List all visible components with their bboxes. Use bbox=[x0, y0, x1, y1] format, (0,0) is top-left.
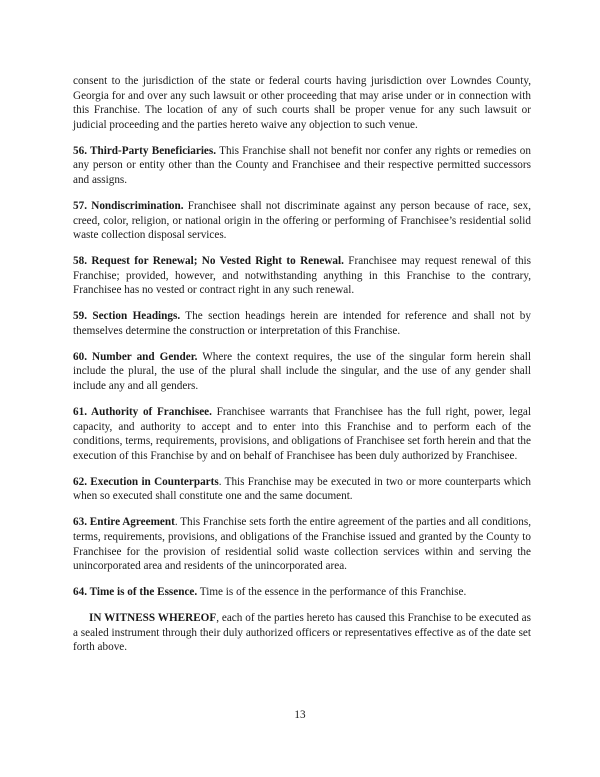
paragraph-text: Franchisee shall not discriminate against any person because of race, sex, creed, color, religion, or national origin in the offering or performing of Franchisee’s residential solid waste collection disposal services. bbox=[73, 199, 531, 242]
section-heading: 59. Section Headings. bbox=[73, 310, 181, 323]
paragraph-63 bbox=[73, 515, 531, 573]
section-heading: 56. Third-Party Beneficiaries. bbox=[73, 144, 217, 157]
paragraph-text: This Franchise shall not benefit nor confer any rights or remedies on any person or entity other than the County and Franchisee and their respective permitted successors and assigns. bbox=[73, 144, 531, 186]
section-heading: 58. Request for Renewal; No Vested Right to Renewal. bbox=[73, 255, 344, 268]
paragraph-57 bbox=[73, 199, 531, 243]
section-heading: 57. Nondiscrimination. bbox=[73, 199, 184, 212]
paragraph-text: Time is of the essence in the performance of this Franchise. bbox=[197, 586, 467, 599]
paragraph-text: . This Franchise may be executed in two or more counterparts which when so executed shall constitute one and the same document. bbox=[73, 475, 531, 503]
paragraph-text: consent to the jurisdiction of the state or federal courts having jurisdiction over Lowndes County, Georgia for and over any such lawsuit or other proceeding that may arise under or in connection with this Franchise. The location of any of such courts shall be proper venue for any such lawsuit or judicial proceeding and the parties hereto waive any objection to such venue. bbox=[73, 75, 531, 131]
paragraph-59 bbox=[73, 309, 531, 338]
paragraph-62 bbox=[73, 475, 531, 504]
paragraph-60 bbox=[73, 350, 531, 394]
section-heading: 64. Time is of the Essence. bbox=[73, 586, 198, 599]
paragraph-text: . This Franchise sets forth the entire agreement of the parties and all conditions, terms, requirements, provisions, and obligations of the Franchise issued and granted by the County to Franchisee for the provision of residential solid waste collection services within and serving the unincorporated area and residents of the unincorporated area. bbox=[73, 516, 531, 573]
paragraph-64 bbox=[73, 585, 531, 600]
witness-clause bbox=[73, 611, 531, 655]
paragraph-56 bbox=[73, 144, 531, 188]
paragraph-text: Where the context requires, the use of the singular form herein shall include the plural, the use of the plural shall include the singular, and the use of any gender shall include any and all genders. bbox=[73, 350, 531, 393]
witness-text: , each of the parties hereto has caused this Franchise to be executed as a sealed instrument through their duly authorized officers or representatives effective as of the date set forth above. bbox=[73, 612, 531, 654]
section-heading: 60. Number and Gender. bbox=[73, 350, 198, 363]
paragraph-55-continued bbox=[73, 74, 531, 132]
section-heading: 61. Authority of Franchisee. bbox=[73, 406, 212, 419]
paragraph-58 bbox=[73, 254, 531, 298]
paragraph-61 bbox=[73, 405, 531, 463]
paragraph-text: Franchisee warrants that Franchisee has the full right, power, legal capacity, and authority to accept and to enter into this Franchise and to perform each of the conditions, terms, requirements, provisions, and obligations of Franchisee set forth herein and that the execution of this Franchise by and on behalf of Franchisee has been duly authorized by Franchisee. bbox=[73, 406, 531, 462]
witness-heading: IN WITNESS WHEREOF bbox=[89, 612, 217, 625]
section-heading: 63. Entire Agreement bbox=[73, 516, 175, 529]
paragraph-text: The section headings herein are intended for reference and shall not by themselves determine the construction or interpretation of this Franchise. bbox=[73, 310, 531, 337]
page-number: 13 bbox=[294, 709, 306, 721]
paragraph-text: Franchisee may request renewal of this Franchise; provided, however, and notwithstanding anything in this Franchise to the contrary, Franchisee has no vested or contract right in any such renewal. bbox=[73, 255, 532, 297]
section-heading: 62. Execution in Counterparts bbox=[73, 475, 219, 488]
document-page bbox=[73, 74, 531, 666]
